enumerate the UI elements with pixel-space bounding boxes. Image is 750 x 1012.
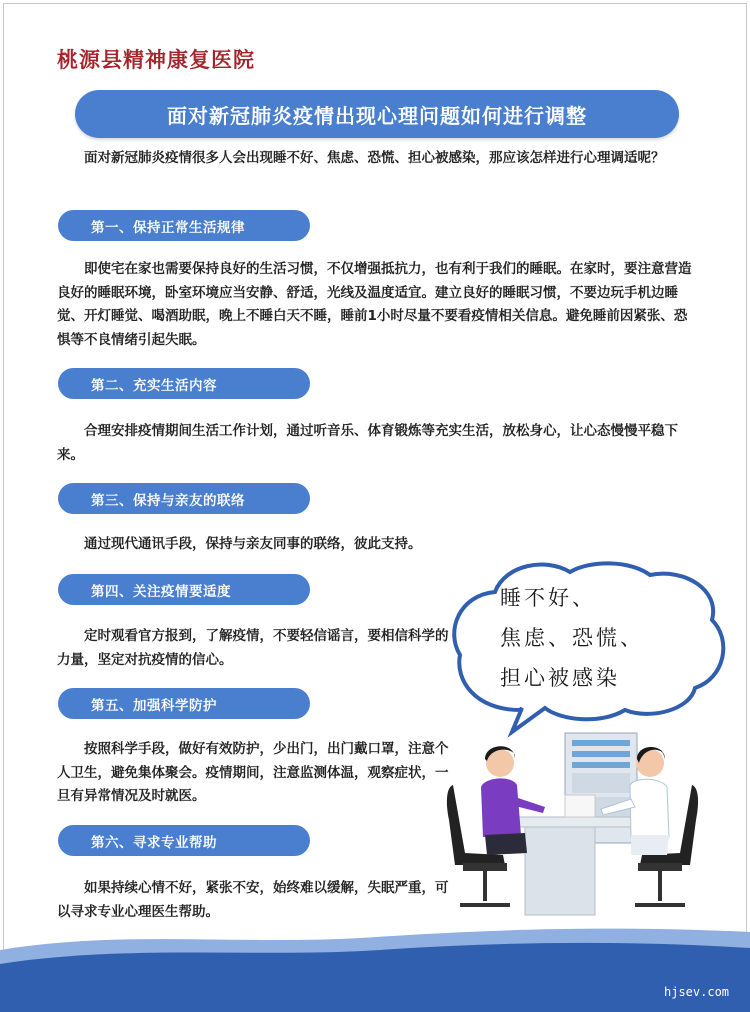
section-body-5: 按照科学手段，做好有效防护，少出门，出门戴口罩，注意个人卫生，避免集体聚会。疫情期间，注意监测体温，观察症状，一旦有异常情况及时就医。	[57, 741, 449, 804]
bubble-line-2: 焦虑、恐慌、	[500, 626, 644, 650]
section-body-4: 定时观看官方报到，了解疫情，不要轻信谣言，要相信科学的力量，坚定对抗疫情的信心。	[57, 628, 449, 668]
section-heading-5: 第五、加强科学防护	[58, 688, 310, 719]
section-heading-1: 第一、保持正常生活规律	[58, 210, 310, 241]
bottom-wave-decoration	[0, 920, 750, 1012]
section-body-6: 如果持续心情不好，紧张不安，始终难以缓解，失眠严重，可以寻求专业心理医生帮助。	[57, 880, 449, 920]
section-body-2: 合理安排疫情期间生活工作计划，通过听音乐、体育锻炼等充实生活，放松身心，让心态慢慢平稳下来。	[57, 423, 678, 463]
section-body-3: 通过现代通讯手段，保持与亲友同事的联络，彼此支持。	[84, 536, 422, 552]
section-heading-2: 第二、充实生活内容	[58, 368, 310, 399]
page-title: 面对新冠肺炎疫情出现心理问题如何进行调整	[167, 103, 587, 128]
section-body-1: 即使宅在家也需要保持良好的生活习惯，不仅增强抵抗力，也有利于我们的睡眠。在家时，要注意营造良好的睡眠环境，卧室环境应当安静、舒适，光线及温度适宜。建立良好的睡眠习惯，不要边玩手机边睡觉、开灯睡觉、喝酒助眠，晚上不睡白天不睡，睡前1小时尽量不要看疫情相关信息。避免睡前因紧张、恐惧等不良情绪引起失眠。	[57, 261, 692, 348]
page-title-banner	[75, 90, 679, 138]
bubble-line-1: 睡不好、	[500, 586, 596, 610]
hospital-name: 桃源县精神康复医院	[57, 48, 255, 72]
watermark-text: hjsev.com	[664, 985, 730, 999]
section-heading-4: 第四、关注疫情要适度	[58, 574, 310, 605]
consultation-illustration	[445, 725, 700, 920]
section-heading-3: 第三、保持与亲友的联络	[58, 483, 310, 514]
bubble-line-3: 担心被感染	[500, 666, 620, 690]
intro-paragraph: 面对新冠肺炎疫情很多人会出现睡不好、焦虑、恐慌、担心被感染，那应该怎样进行心理调适呢？	[84, 150, 665, 166]
section-heading-6: 第六、寻求专业帮助	[58, 825, 310, 856]
